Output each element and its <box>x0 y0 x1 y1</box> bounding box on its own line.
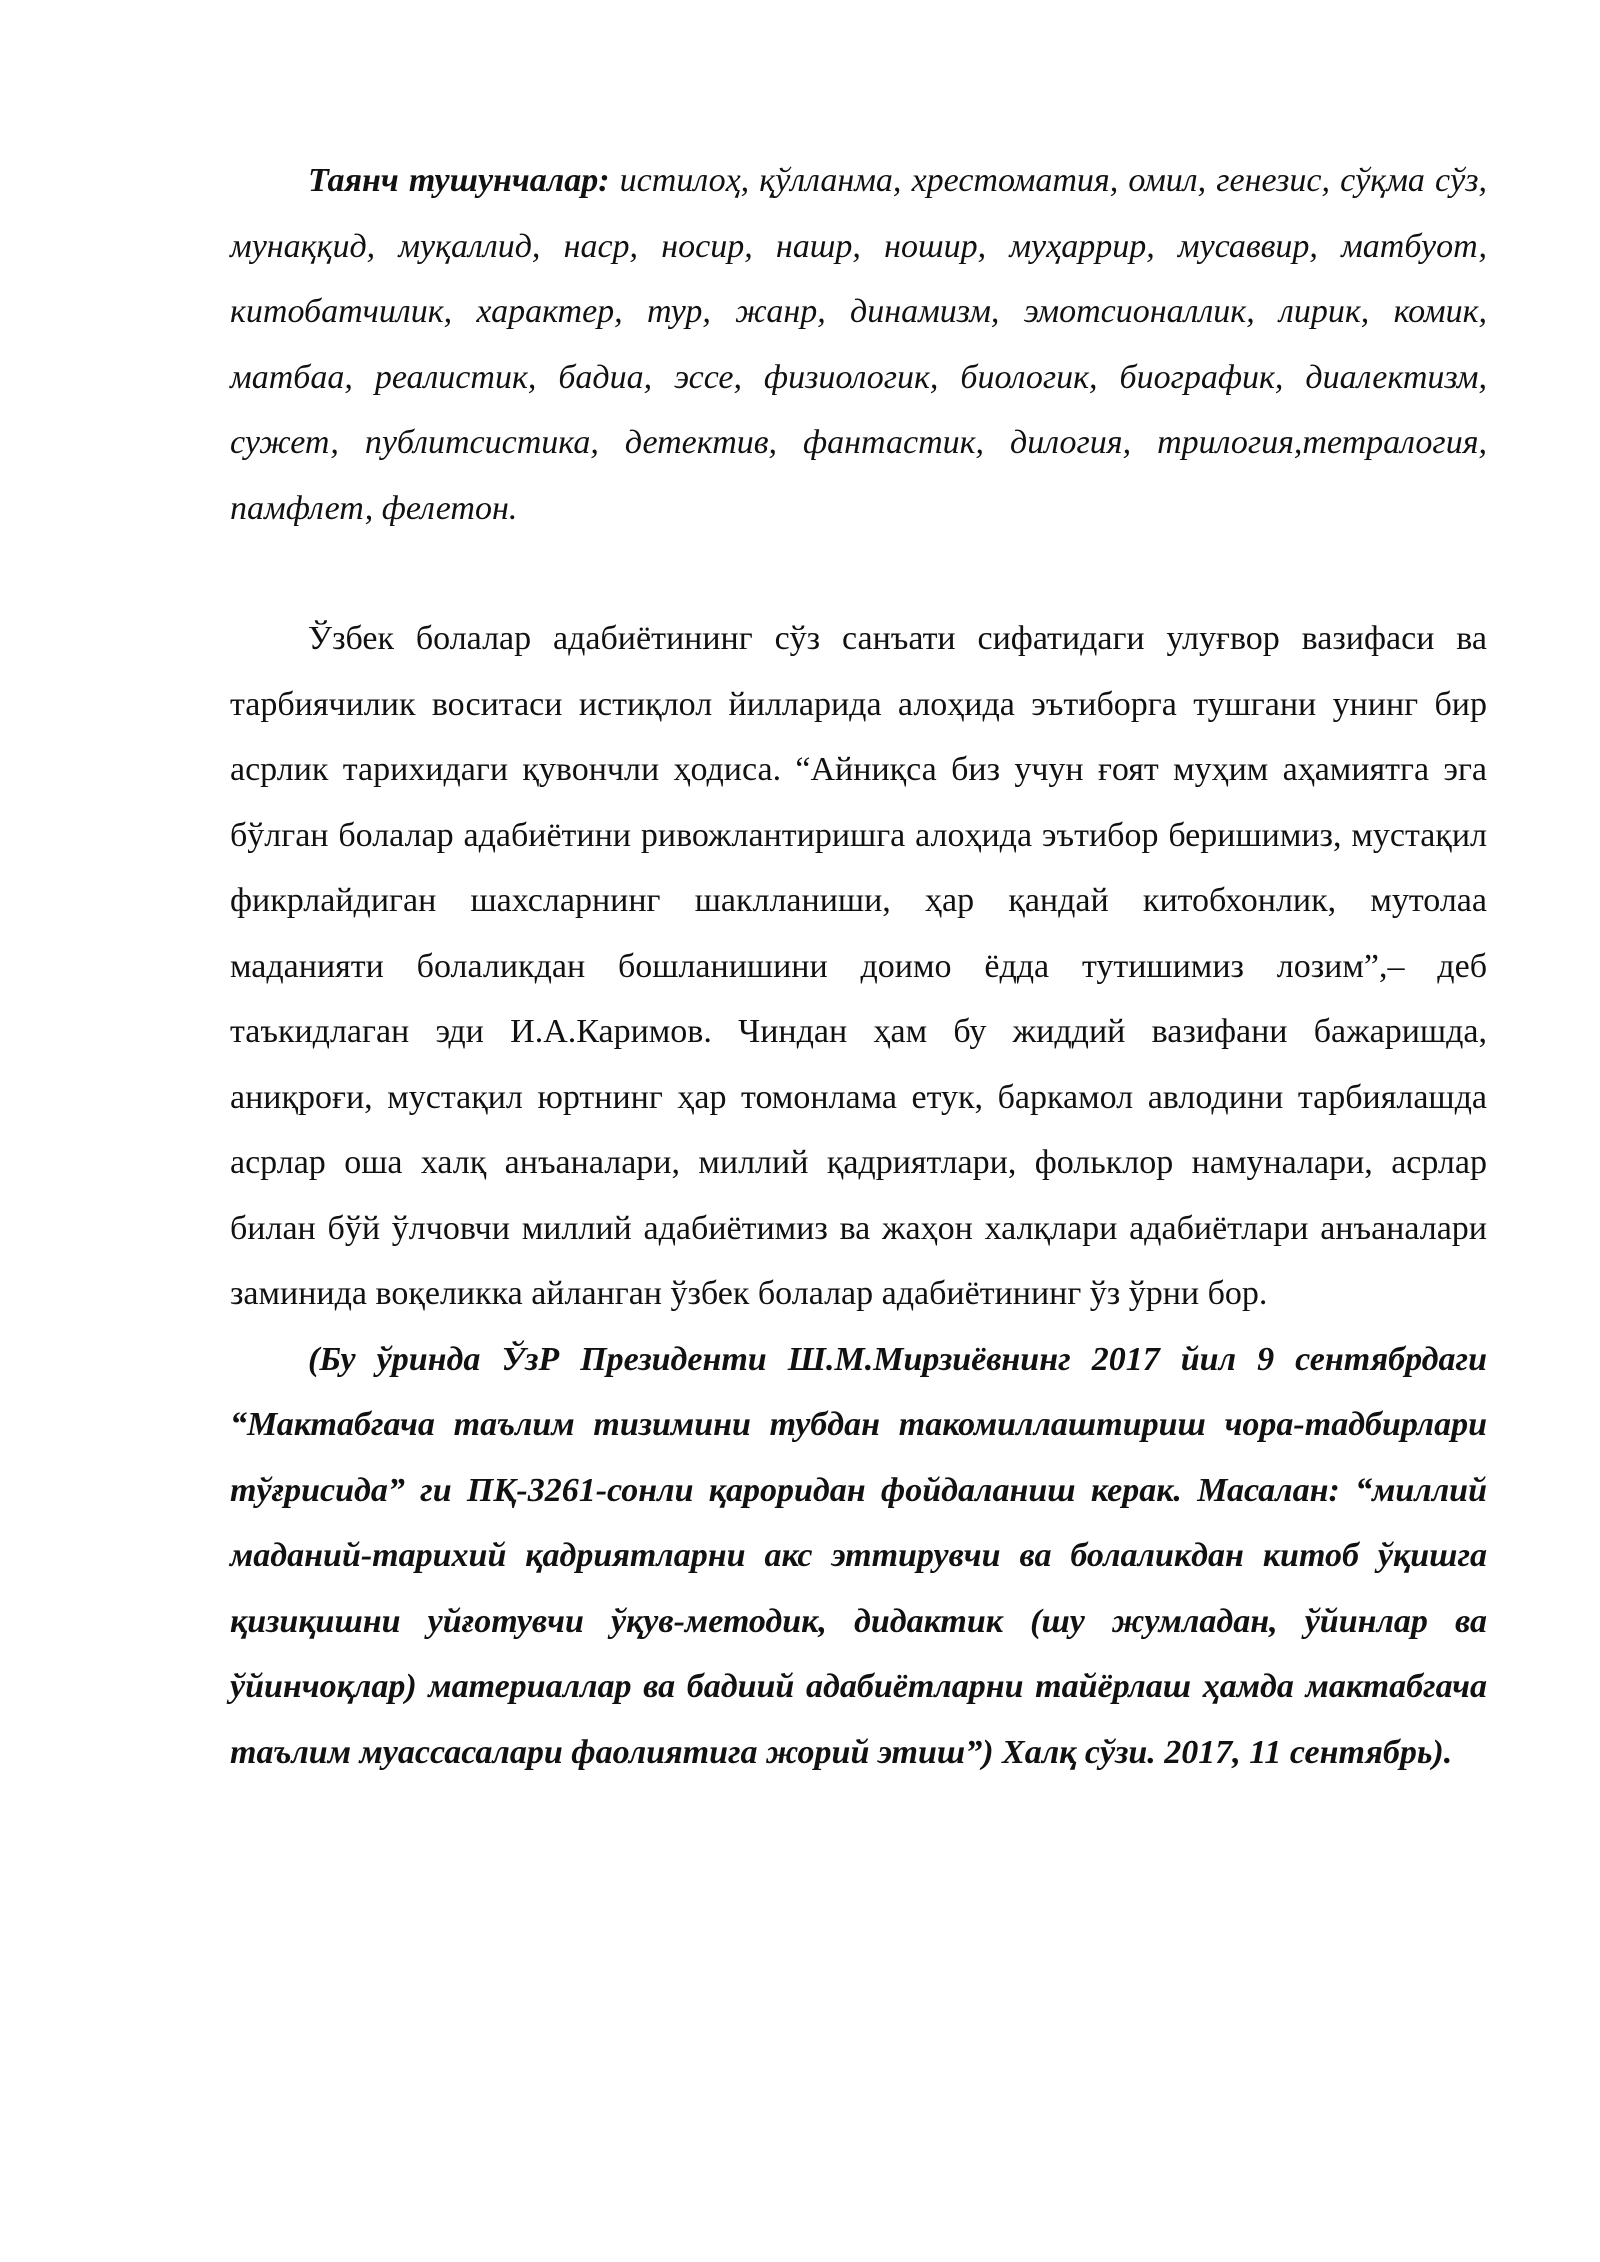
document-page <box>230 148 1487 1785</box>
note-paragraph: (Бу ўринда ЎзР Президенти Ш.М.Мирзиёвнинг 2017 йил 9 сентябрдаги “Мактабгача таълим тизимини тубдан такомиллаштириш чора-тадбирлари тўғрисида” ги ПҚ-3261-сонли қароридан фойдаланиш керак. Масалан: “миллий маданий-тарихий қадриятларни акс эттирувчи ва болаликдан китоб ўқишга қизиқишни уйғотувчи ўқув-методик, дидактик (шу жумладан, ўйинлар ва ўйинчоқлар) материаллар ва бадиий адабиётларни тайёрлаш ҳамда мактабгача таълим муассасалари фаолиятига жорий этиш”) Халқ сўзи. 2017, 11 сентябрь). <box>230 1340 1487 1771</box>
paragraph-gap <box>230 541 1487 606</box>
keywords-paragraph <box>230 148 1487 541</box>
keywords-list: истилоҳ, қўлланма, хрестоматия, омил, генезис, сўқма сўз, мунаққид, муқаллид, наср, носир, нашр, ношир, муҳаррир, мусаввир, матбуот, китобатчилик, характер, тур, жанр, динамизм, эмотсионаллик, лирик, комик, матбаа, реалистик, бадиа, эссе, физиологик, биологик, биографик, диалектизм, сужет, публитсистика, детектив, фантастик, дилогия, трилогия,тетралогия, памфлет, фелетон. <box>230 162 1488 527</box>
keywords-title: Таянч тушунчалар: <box>308 162 610 199</box>
main-paragraph: Ўзбек болалар адабиётининг сўз санъати сифатидаги улуғвор вазифаси ва тарбиячилик воситаси истиқлол йилларида алоҳида эътиборга тушгани унинг бир асрлик тарихидаги қувончли ҳодиса. “Айниқса биз учун ғоят муҳим аҳамиятга эга бўлган болалар адабиётини ривожлантиришга алоҳида эътибор беришимиз, мустақил фикрлайдиган шахсларнинг шаклланиши, ҳар қандай китобхонлик, мутолаа маданияти болаликдан бошланишини доимо ёдда тутишимиз лозим”,– деб таъкидлаган эди И.А.Каримов. Чиндан ҳам бу жиддий вазифани бажаришда, аниқроғи, мустақил юртнинг ҳар томонлама етук, баркамол авлодини тарбиялашда асрлар оша халқ анъаналари, миллий қадриятлари, фольклор намуналари, асрлар билан бўй ўлчовчи миллий адабиётимиз ва жаҳон халқлари адабиётлари анъаналари заминида воқеликка айланган ўзбек болалар адабиётининг ўз ўрни бор. <box>230 620 1487 1312</box>
